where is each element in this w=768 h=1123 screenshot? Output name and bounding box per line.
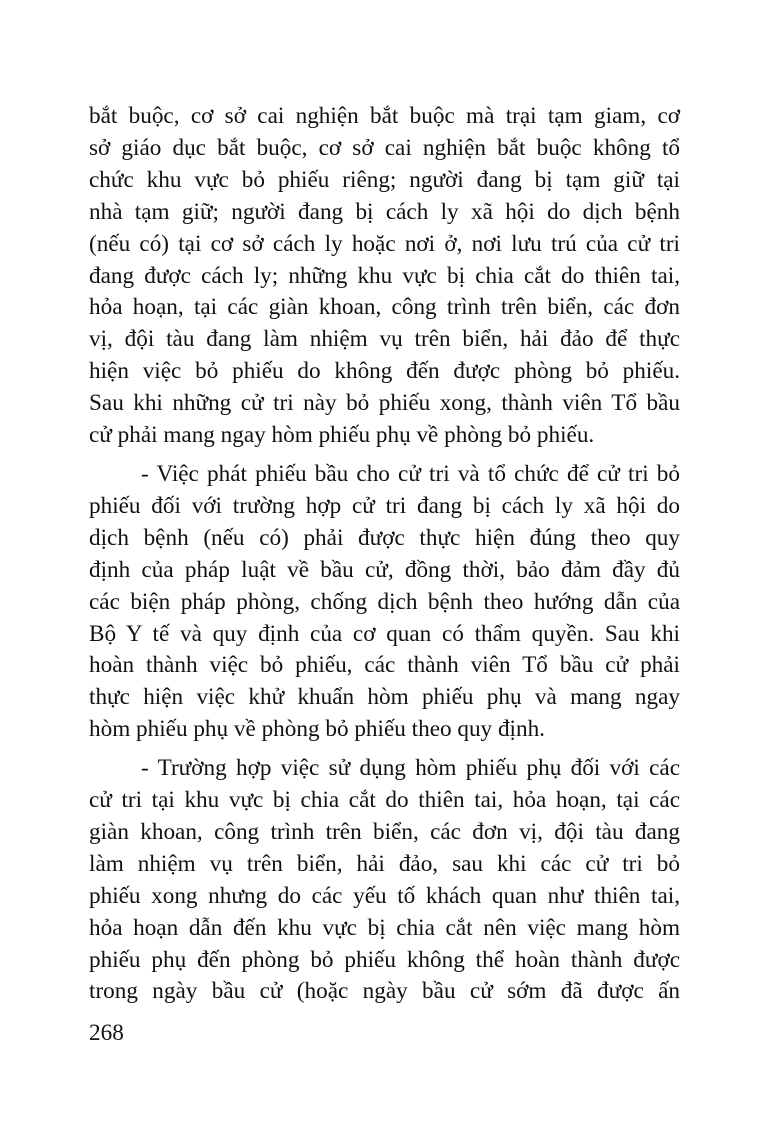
text-line: đang được cách ly; những khu vực bị chia cắt do thiên tai, <box>89 262 680 289</box>
text-line: phiếu đối với trường hợp cử tri đang bị cách ly xã hội do <box>89 492 680 519</box>
text-line: phiếu phụ đến phòng bỏ phiếu không thể hoàn thành được <box>89 946 680 973</box>
text-line: nhà tạm giữ; người đang bị cách ly xã hội do dịch bệnh <box>89 198 680 225</box>
text-line: trong ngày bầu cử (hoặc ngày bầu cử sớm đã được ấn <box>89 978 680 1005</box>
text-line: hỏa hoạn dẫn đến khu vực bị chia cắt nên việc mang hòm <box>89 914 680 941</box>
text-line: phiếu xong nhưng do các yếu tố khách quan như thiên tai, <box>89 882 680 909</box>
body-text <box>89 101 680 1015</box>
text-line: dịch bệnh (nếu có) phải được thực hiện đúng theo quy <box>89 524 680 551</box>
paragraph-2 <box>89 459 680 746</box>
text-line: vị, đội tàu đang làm nhiệm vụ trên biển, hải đảo để thực <box>89 326 680 353</box>
text-line: bắt buộc, cơ sở cai nghiện bắt buộc mà trại tạm giam, cơ <box>89 103 680 129</box>
text-line: cử tri tại khu vực bị chia cắt do thiên tai, hỏa hoạn, tại các <box>89 787 680 814</box>
text-line: chức khu vực bỏ phiếu riêng; người đang bị tạm giữ tại <box>89 166 680 193</box>
text-line: Sau khi những cử tri này bỏ phiếu xong, thành viên Tổ bầu <box>89 390 680 417</box>
text-line: định của pháp luật về bầu cử, đồng thời, bảo đảm đầy đủ <box>89 556 680 583</box>
text-line: sở giáo dục bắt buộc, cơ sở cai nghiện bắt buộc không tổ <box>89 134 680 161</box>
text-line: hiện việc bỏ phiếu do không đến được phòng bỏ phiếu. <box>89 358 680 385</box>
text-line: cử phải mang ngay hòm phiếu phụ về phòng bỏ phiếu. <box>89 422 595 449</box>
text-line: - Trường hợp việc sử dụng hòm phiếu phụ đối với các <box>141 755 680 782</box>
text-line: hoàn thành việc bỏ phiếu, các thành viên Tổ bầu cử phải <box>89 652 680 679</box>
text-line: - Việc phát phiếu bầu cho cử tri và tổ chức để cử tri bỏ <box>141 460 680 487</box>
text-line: hòm phiếu phụ về phòng bỏ phiếu theo quy định. <box>89 716 545 743</box>
page-number: 268 <box>89 1020 124 1046</box>
paragraph-3 <box>89 753 680 1008</box>
text-line: giàn khoan, công trình trên biển, các đơn vị, đội tàu đang <box>89 818 680 845</box>
text-line: làm nhiệm vụ trên biển, hải đảo, sau khi các cử tri bỏ <box>89 850 680 877</box>
text-line: (nếu có) tại cơ sở cách ly hoặc nơi ở, nơi lưu trú của cử tri <box>89 230 680 257</box>
text-line: Bộ Y tế và quy định của cơ quan có thẩm quyền. Sau khi <box>89 620 680 647</box>
text-line: các biện pháp phòng, chống dịch bệnh theo hướng dẫn của <box>89 588 680 615</box>
text-line: hỏa hoạn, tại các giàn khoan, công trình trên biển, các đơn <box>89 294 680 321</box>
paragraph-1 <box>89 101 680 452</box>
text-line: thực hiện việc khử khuẩn hòm phiếu phụ và mang ngay <box>89 684 680 711</box>
